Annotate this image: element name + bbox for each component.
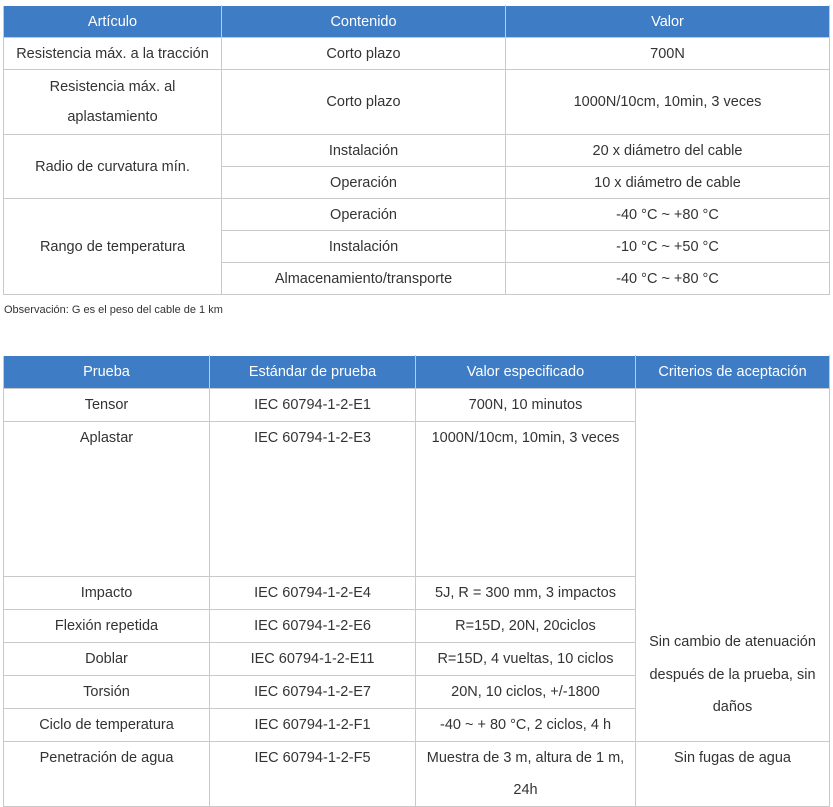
table-row	[4, 199, 830, 231]
cell-value: 700N, 10 minutos	[416, 389, 636, 422]
table-row	[4, 742, 830, 807]
cable-properties-table	[3, 5, 830, 295]
cell-standard: IEC 60794-1-2-E1	[210, 389, 416, 422]
header-estandar: Estándar de prueba	[210, 356, 416, 389]
header-valor: Valor	[506, 6, 830, 38]
header-articulo: Artículo	[4, 6, 222, 38]
header-prueba: Prueba	[4, 356, 210, 389]
table-row	[4, 389, 830, 422]
cell-test: Flexión repetida	[4, 610, 210, 643]
cell-content: Corto plazo	[222, 38, 506, 70]
cell-value: 1000N/10cm, 10min, 3 veces	[506, 70, 830, 135]
cell-item: Resistencia máx. al aplastamiento	[4, 70, 222, 135]
cell-standard: IEC 60794-1-2-E7	[210, 676, 416, 709]
cell-standard: IEC 60794-1-2-F1	[210, 709, 416, 742]
cell-value: Muestra de 3 m, altura de 1 m, 24h	[416, 742, 636, 807]
cell-content: Instalación	[222, 231, 506, 263]
cell-content: Operación	[222, 199, 506, 231]
table-header-row	[4, 356, 830, 389]
cell-value: -40 °C ~ +80 °C	[506, 263, 830, 295]
header-criterios: Criterios de aceptación	[636, 356, 830, 389]
cell-standard: IEC 60794-1-2-E4	[210, 577, 416, 610]
cell-value: -40 °C ~ +80 °C	[506, 199, 830, 231]
cell-content: Instalación	[222, 135, 506, 167]
cell-acceptance: Sin cambio de atenuación después de la prueba, sin daños	[636, 389, 830, 742]
cell-item: Radio de curvatura mín.	[4, 135, 222, 199]
table-row	[4, 70, 830, 135]
cell-value: 20 x diámetro del cable	[506, 135, 830, 167]
cell-content: Almacenamiento/transporte	[222, 263, 506, 295]
cell-test: Impacto	[4, 577, 210, 610]
cell-test: Torsión	[4, 676, 210, 709]
cell-value: 1000N/10cm, 10min, 3 veces	[416, 422, 636, 577]
cell-content: Operación	[222, 167, 506, 199]
cell-value: -10 °C ~ +50 °C	[506, 231, 830, 263]
cell-standard: IEC 60794-1-2-E3	[210, 422, 416, 577]
cell-content: Corto plazo	[222, 70, 506, 135]
cell-value: 5J, R = 300 mm, 3 impactos	[416, 577, 636, 610]
cell-value: 700N	[506, 38, 830, 70]
cell-value: 20N, 10 ciclos, +/-1800	[416, 676, 636, 709]
header-valor-especificado: Valor especificado	[416, 356, 636, 389]
table-row	[4, 135, 830, 167]
table-note: Observación: G es el peso del cable de 1 km	[4, 304, 223, 316]
cell-value: R=15D, 4 vueltas, 10 ciclos	[416, 643, 636, 676]
cell-standard: IEC 60794-1-2-E11	[210, 643, 416, 676]
header-contenido: Contenido	[222, 6, 506, 38]
cell-test: Penetración de agua	[4, 742, 210, 807]
cell-value: -40 ~ + 80 °C, 2 ciclos, 4 h	[416, 709, 636, 742]
cell-item: Rango de temperatura	[4, 199, 222, 295]
cell-test: Doblar	[4, 643, 210, 676]
cell-standard: IEC 60794-1-2-F5	[210, 742, 416, 807]
cell-test: Tensor	[4, 389, 210, 422]
cell-item: Resistencia máx. a la tracción	[4, 38, 222, 70]
cell-acceptance: Sin fugas de agua	[636, 742, 830, 807]
cell-test: Aplastar	[4, 422, 210, 577]
table-header-row	[4, 6, 830, 38]
cell-value: R=15D, 20N, 20ciclos	[416, 610, 636, 643]
cell-test: Ciclo de temperatura	[4, 709, 210, 742]
cell-standard: IEC 60794-1-2-E6	[210, 610, 416, 643]
cell-value: 10 x diámetro de cable	[506, 167, 830, 199]
test-results-table	[3, 355, 830, 807]
table-row	[4, 38, 830, 70]
